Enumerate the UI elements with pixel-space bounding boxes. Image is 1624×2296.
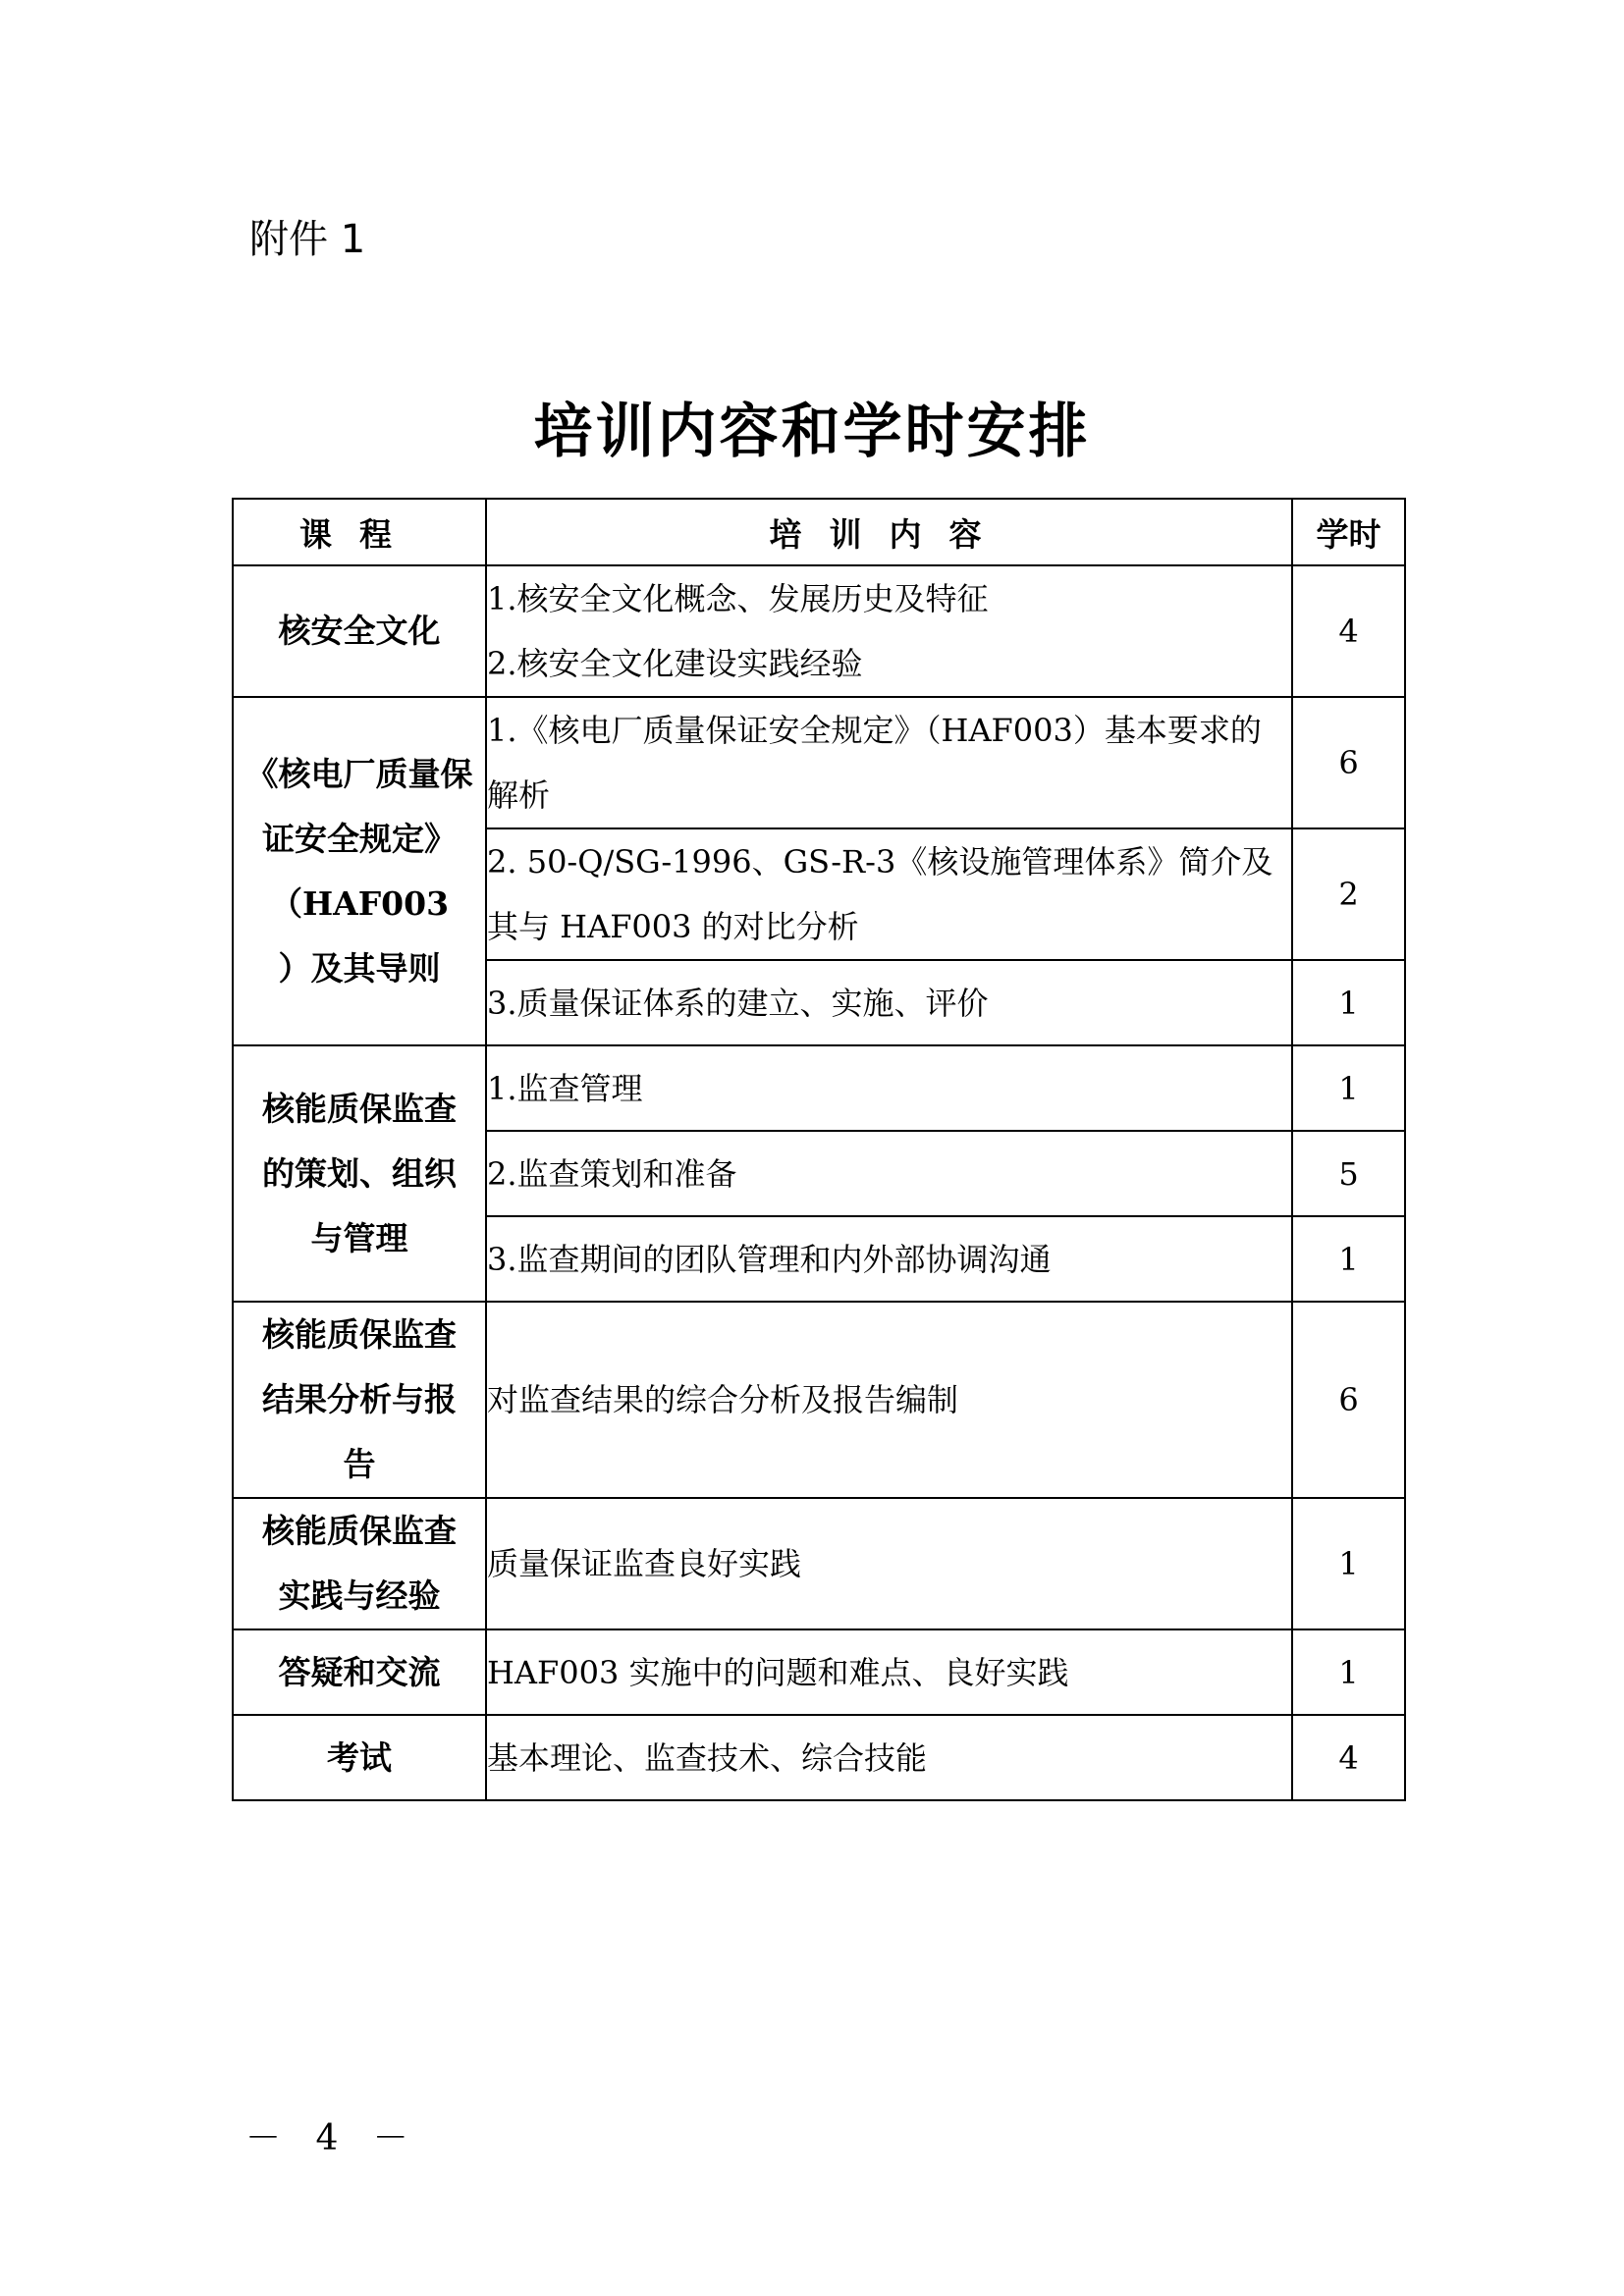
table-row: [233, 1629, 1405, 1715]
content-line: 2.核安全文化建设实践经验: [487, 645, 863, 682]
hours-cell: 1: [1292, 1216, 1405, 1302]
attachment-label: 附件 1: [249, 217, 366, 262]
course-cell: 答疑和交流: [233, 1629, 486, 1715]
table-row: [233, 1498, 1405, 1629]
content-cell: [486, 960, 1292, 1045]
content-line: 其与 HAF003 的对比分析: [487, 908, 859, 945]
document-title: 培训内容和学时安排: [533, 398, 1091, 466]
content-line: 3.质量保证体系的建立、实施、评价: [487, 984, 989, 1022]
content-line: 对监查结果的综合分析及报告编制: [487, 1381, 959, 1418]
table-row: [233, 697, 1405, 828]
content-line: 2. 50-Q/SG-1996、GS-R-3《核设施管理体系》简介及: [487, 843, 1273, 881]
hours-cell: 6: [1292, 1302, 1405, 1498]
content-cell: [486, 1216, 1292, 1302]
hours-cell: 1: [1292, 1045, 1405, 1131]
content-line: 3.监查期间的团队管理和内外部协调沟通: [487, 1240, 1052, 1278]
content-cell: [486, 1131, 1292, 1216]
table-row: [233, 565, 1405, 697]
hours-cell: 1: [1292, 1629, 1405, 1715]
content-cell: [486, 697, 1292, 828]
hours-cell: 4: [1292, 565, 1405, 697]
content-line: 2.监查策划和准备: [487, 1154, 737, 1193]
content-cell: [486, 1498, 1292, 1629]
table-header-row: [233, 499, 1405, 565]
hours-cell: 1: [1292, 1498, 1405, 1629]
header-content: 培训内容: [486, 499, 1292, 565]
content-cell: [486, 565, 1292, 697]
table-row: [233, 1302, 1405, 1498]
course-cell: 考试: [233, 1715, 486, 1800]
content-line: 解析: [487, 776, 551, 814]
content-cell: [486, 1629, 1292, 1715]
schedule-table: [232, 498, 1406, 1801]
hours-cell: 1: [1292, 960, 1405, 1045]
page-number: － 4 －: [245, 2118, 420, 2159]
content-cell: [486, 828, 1292, 960]
content-line: 1.《核电厂质量保证安全规定》（HAF003）基本要求的: [487, 712, 1262, 749]
hours-cell: 4: [1292, 1715, 1405, 1800]
content-cell: [486, 1302, 1292, 1498]
course-cell: 《核电厂质量保 证安全规定》 （HAF003 ）及其导则: [233, 697, 486, 1045]
hours-cell: 6: [1292, 697, 1405, 828]
content-line: 质量保证监查良好实践: [487, 1545, 802, 1582]
course-cell: 核安全文化: [233, 565, 486, 697]
content-cell: [486, 1715, 1292, 1800]
content-line: HAF003 实施中的问题和难点、良好实践: [487, 1653, 1069, 1691]
header-hours: 学时: [1292, 499, 1405, 565]
course-cell: 核能质保监查 实践与经验: [233, 1498, 486, 1629]
table-row: [233, 1715, 1405, 1800]
content-line: 基本理论、监查技术、综合技能: [487, 1738, 928, 1777]
course-cell: 核能质保监查 的策划、组织 与管理: [233, 1045, 486, 1302]
content-line: 1.核安全文化概念、发展历史及特征: [487, 580, 989, 617]
content-line: 1.监查管理: [487, 1069, 643, 1107]
hours-cell: 2: [1292, 828, 1405, 960]
hours-cell: 5: [1292, 1131, 1405, 1216]
course-cell: 核能质保监查 结果分析与报 告: [233, 1302, 486, 1498]
content-cell: [486, 1045, 1292, 1131]
table-row: [233, 1045, 1405, 1131]
header-course: 课程: [233, 499, 486, 565]
